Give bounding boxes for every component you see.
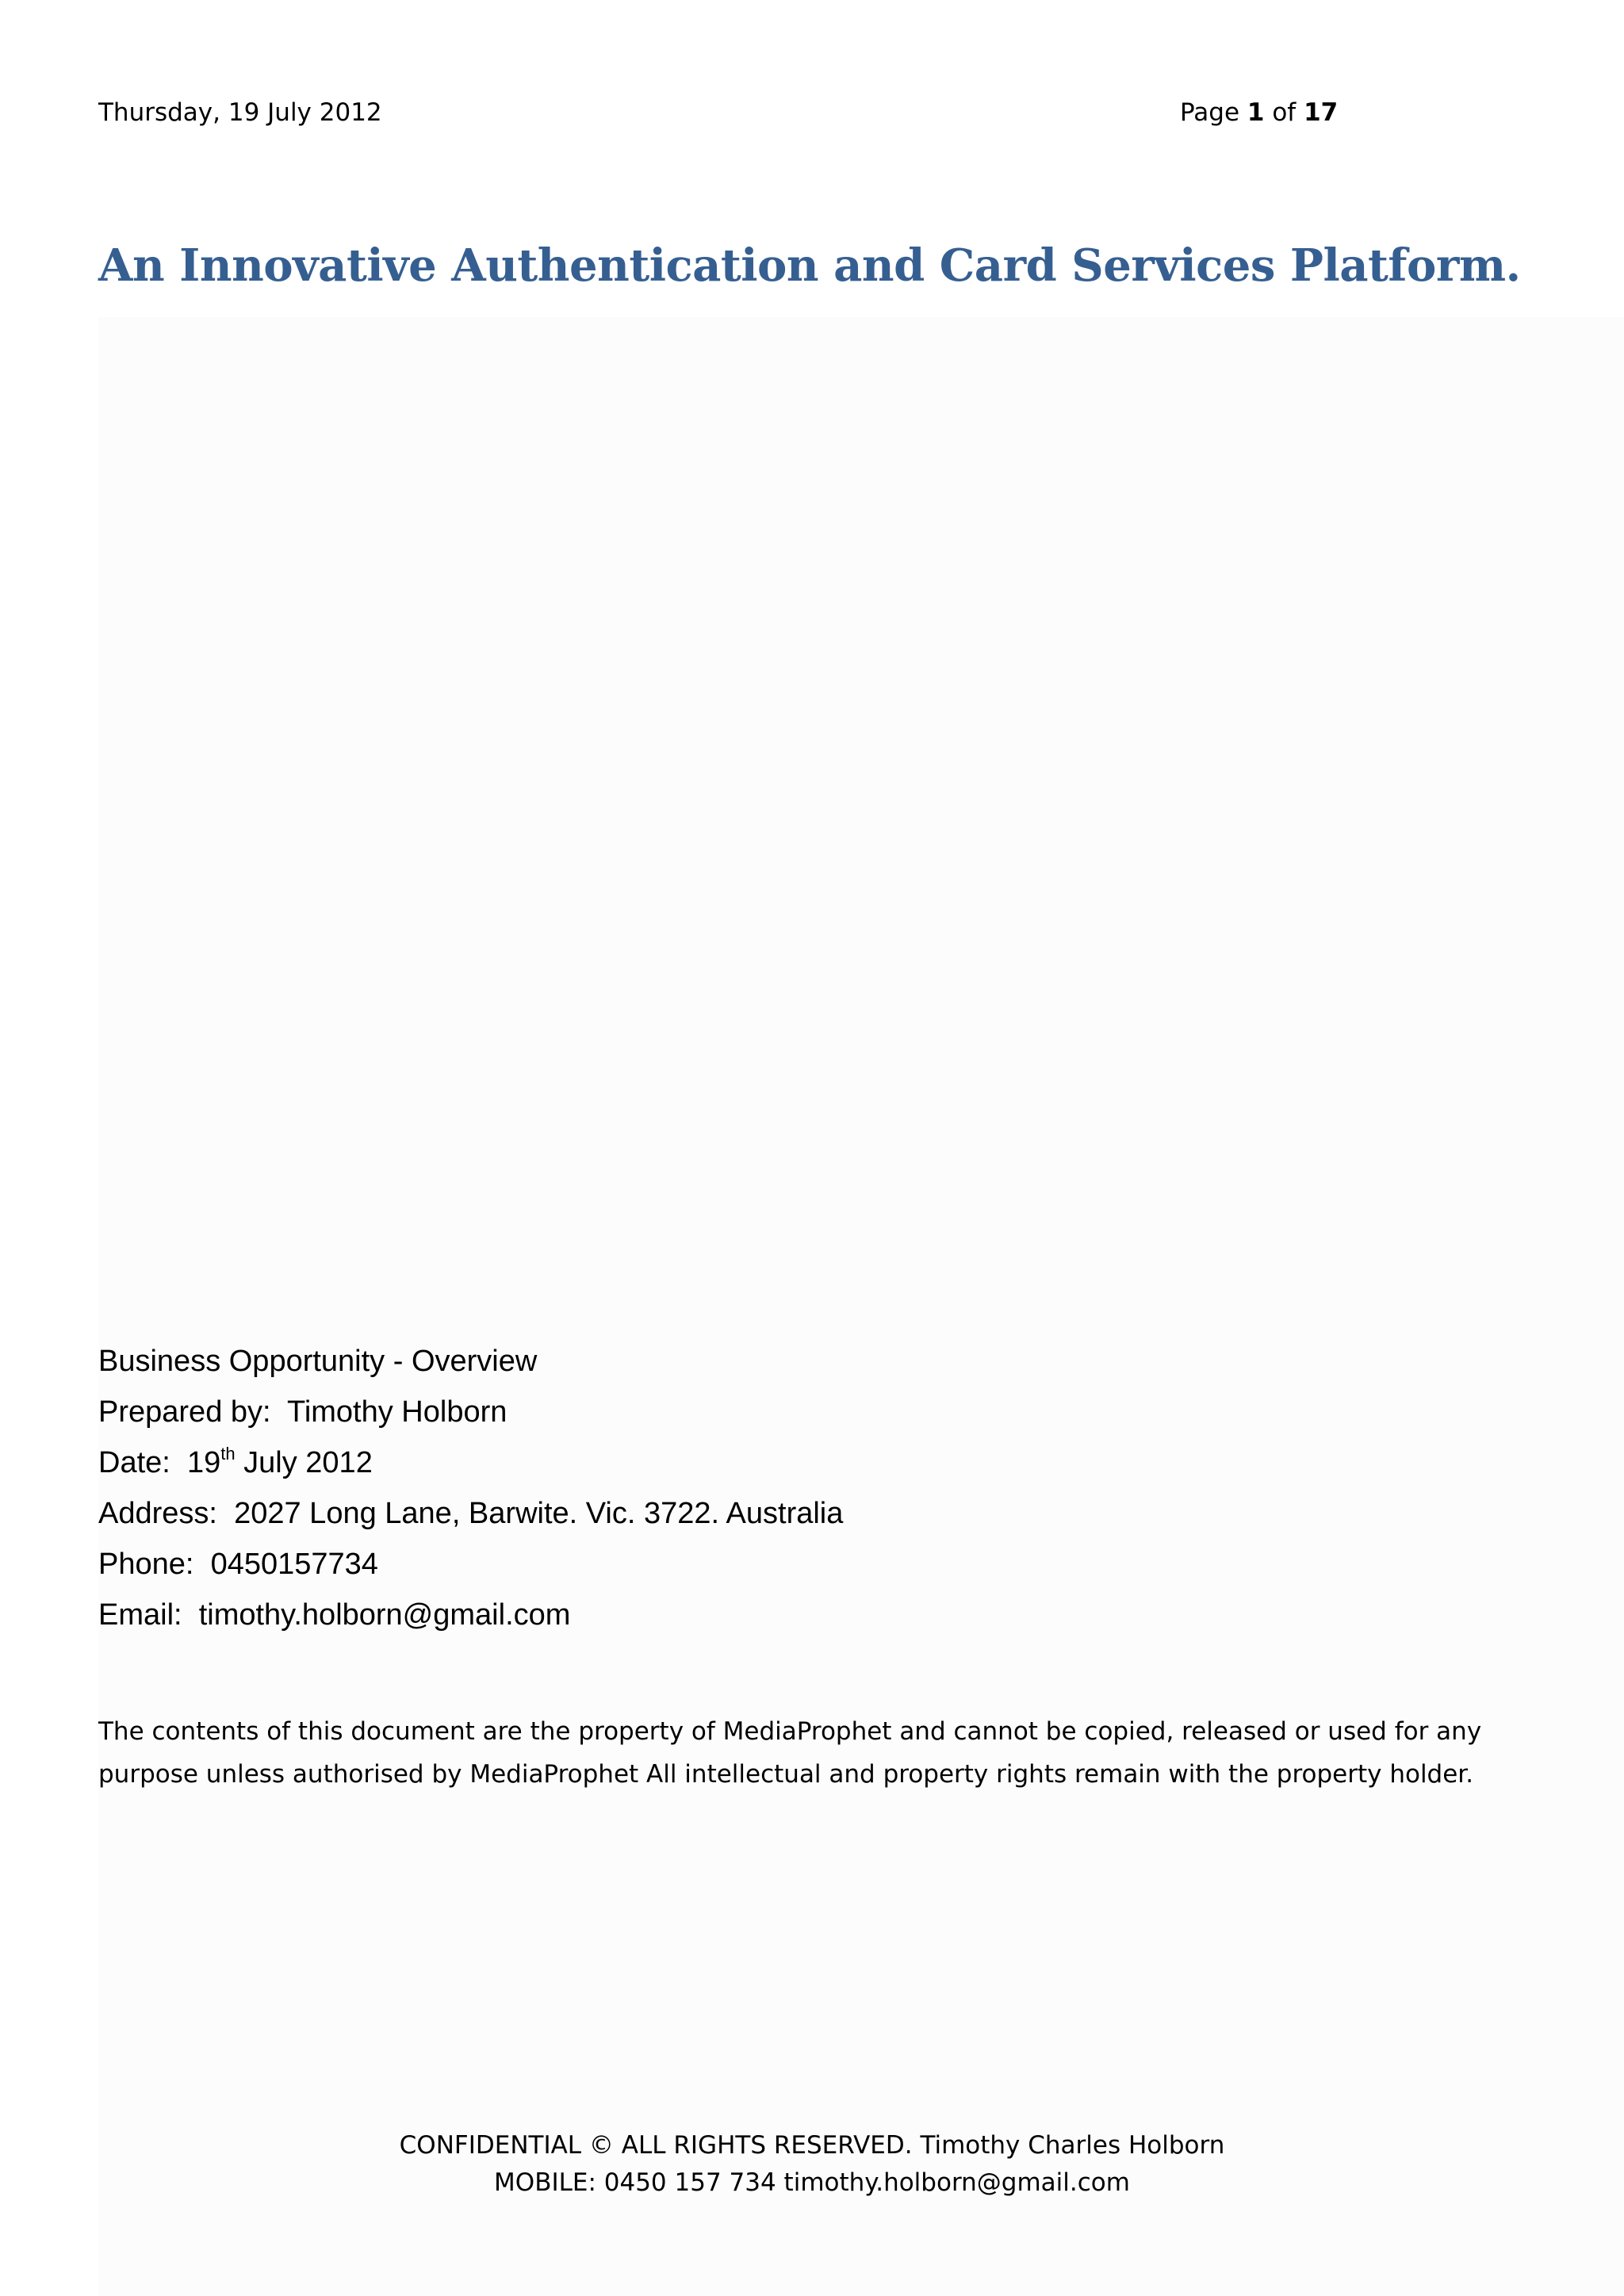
email-value: timothy.holborn@gmail.com (198, 1598, 571, 1632)
phone-value: 0450157734 (210, 1548, 378, 1581)
document-meta (98, 1336, 843, 1640)
meta-phone (98, 1539, 843, 1590)
date-day: 19 (186, 1446, 221, 1479)
footer-line-2: MOBILE: 0450 157 734 timothy.holborn@gmail.com (494, 2168, 1130, 2197)
meta-prepared-by (98, 1387, 843, 1437)
date-suffix: th (220, 1444, 236, 1464)
notice-line-1: The contents of this document are the property of MediaProphet and cannot be copied, released or used for any (98, 1717, 1482, 1746)
address-value: 2027 Long Lane, Barwite. Vic. 3722. Australia (234, 1497, 844, 1530)
meta-address (98, 1488, 843, 1539)
page-footer (0, 2127, 1624, 2202)
date-rest: July 2012 (243, 1446, 373, 1479)
page-current: 1 (1247, 98, 1265, 127)
email-label: Email: (98, 1598, 182, 1632)
date-label: Date: (98, 1446, 170, 1479)
prepared-by-label: Prepared by: (98, 1395, 271, 1429)
header-date: Thursday, 19 July 2012 (98, 98, 382, 127)
document-title: An Innovative Authentication and Card Services Platform. (98, 239, 1521, 292)
meta-subject: Business Opportunity - Overview (98, 1345, 538, 1378)
meta-email (98, 1590, 843, 1640)
page-total: 17 (1304, 98, 1339, 127)
property-notice (98, 1710, 1542, 1796)
meta-date (98, 1437, 843, 1488)
prepared-by-value: Timothy Holborn (287, 1395, 508, 1429)
notice-line-2: purpose unless authorised by MediaProphet All intellectual and property rights remain with the property holder. (98, 1760, 1474, 1789)
header-page-number (1180, 97, 1338, 128)
phone-label: Phone: (98, 1548, 194, 1581)
page-prefix: Page (1180, 98, 1247, 127)
page-middle: of (1264, 98, 1304, 127)
footer-line-1: CONFIDENTIAL © ALL RIGHTS RESERVED. Timothy Charles Holborn (399, 2131, 1225, 2160)
address-label: Address: (98, 1497, 217, 1530)
